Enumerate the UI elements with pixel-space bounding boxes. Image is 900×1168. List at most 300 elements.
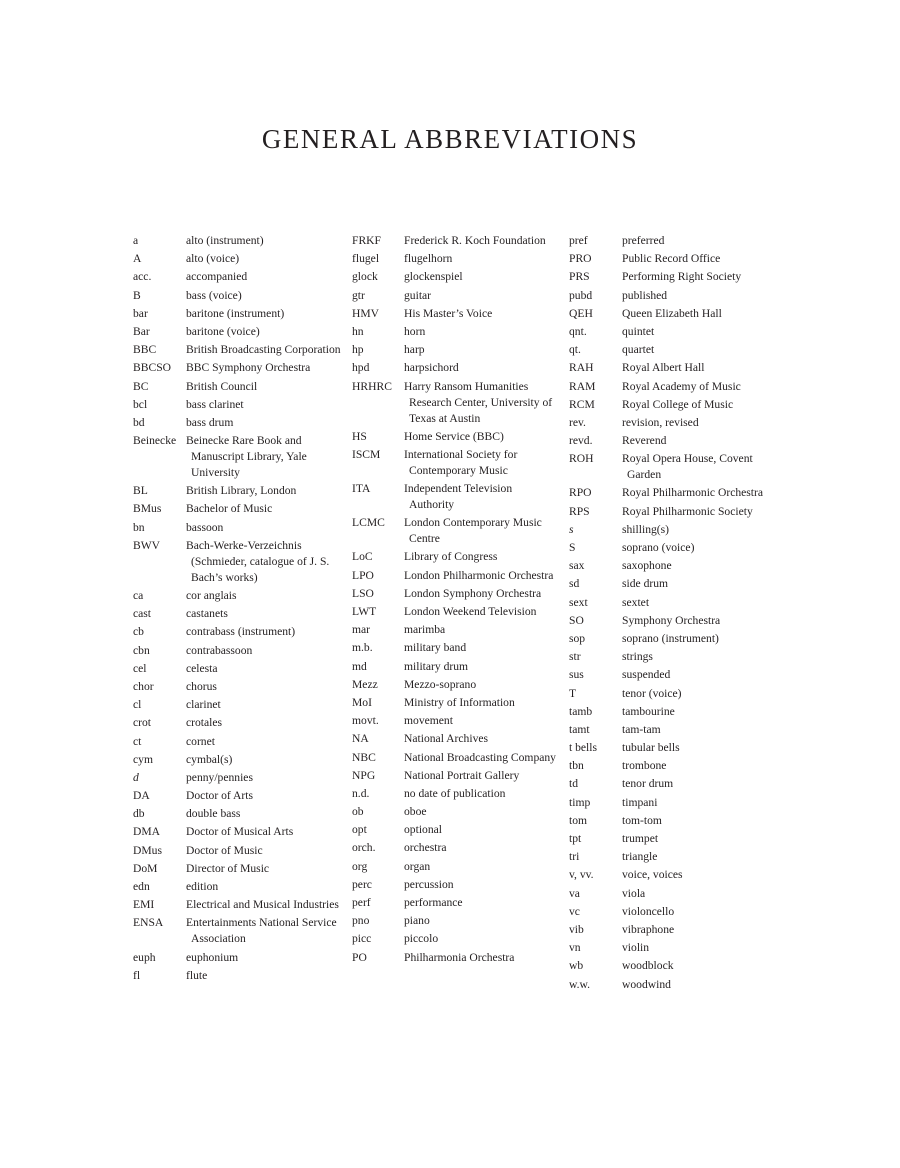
abbreviation-definition: British Library, London: [186, 484, 297, 498]
abbreviation-entry: [133, 501, 341, 517]
abbreviation-definition: Home Service (BBC): [404, 429, 504, 443]
abbreviation-definition: tenor (voice): [622, 686, 682, 700]
abbreviation-definition: violin: [622, 941, 650, 955]
abbreviation-entry: [569, 558, 772, 574]
abbreviation-definition: percussion: [404, 877, 454, 891]
abbreviation-definition: BBC Symphony Orchestra: [186, 361, 311, 375]
abbreviation-entry: [133, 879, 341, 895]
abbreviation-definition: published: [622, 288, 668, 302]
abbreviation-entry: [569, 485, 772, 501]
abbreviation-entry: [569, 776, 772, 792]
abbreviation-definition: flugelhorn: [404, 252, 453, 266]
abbreviation: cast: [133, 607, 152, 621]
abbreviation-definition: London Symphony Orchestra: [404, 586, 542, 600]
abbreviation-entry: [569, 922, 772, 938]
abbreviation: RPO: [569, 486, 592, 500]
abbreviation-definition: British Broadcasting Corporation: [186, 343, 341, 357]
abbreviation-definition: quartet: [622, 343, 655, 357]
abbreviation-definition: shilling(s): [622, 522, 670, 536]
abbreviation-entry: [352, 306, 559, 322]
abbreviation: flugel: [352, 252, 380, 266]
abbreviation: BWV: [133, 538, 161, 552]
abbreviation: t bells: [569, 741, 598, 755]
abbreviation-entry: [352, 750, 559, 766]
abbreviation-definition: Library of Congress: [404, 550, 498, 564]
abbreviation-entry: [133, 643, 341, 659]
abbreviation: hpd: [352, 361, 370, 375]
abbreviation-entry: [352, 913, 559, 929]
abbreviation-definition: euphonium: [186, 950, 239, 964]
abbreviation: Beinecke: [133, 434, 177, 448]
abbreviation-definition: Ministry of Information: [404, 695, 515, 709]
abbreviation-definition: Performing Right Society: [622, 270, 742, 284]
abbreviation-entry: [133, 806, 341, 822]
abbreviation-entry: [133, 520, 341, 536]
abbreviation-entry: [133, 968, 341, 984]
abbreviation-entry: [569, 958, 772, 974]
abbreviation: crot: [133, 716, 152, 730]
abbreviation-entry: [569, 795, 772, 811]
abbreviation: qt.: [569, 343, 581, 357]
abbreviation: timp: [569, 795, 591, 809]
abbreviation: B: [133, 288, 141, 302]
abbreviation: org: [352, 859, 368, 873]
abbreviation: BMus: [133, 502, 162, 516]
abbreviation: LCMC: [352, 516, 385, 530]
abbreviation: euph: [133, 950, 156, 964]
abbreviation: PRO: [569, 252, 592, 266]
abbreviation-definition: suspended: [622, 668, 671, 682]
abbreviation-definition: timpani: [622, 795, 658, 809]
abbreviation-definition: baritone (instrument): [186, 306, 285, 320]
abbreviation-entry: [352, 895, 559, 911]
abbreviation-entry: [569, 904, 772, 920]
abbreviation-definition: no date of publication: [404, 786, 506, 800]
abbreviation: qnt.: [569, 324, 587, 338]
abbreviation-entry: [133, 433, 341, 481]
abbreviation-entry: [569, 758, 772, 774]
abbreviation-entry: [352, 568, 559, 584]
abbreviation: HMV: [352, 306, 380, 320]
abbreviation-entry: [352, 251, 559, 267]
abbreviation-definition: quintet: [622, 324, 655, 338]
abbreviation-definition: violoncello: [622, 904, 675, 918]
abbreviation-definition: Independent Television Authority: [404, 482, 513, 512]
abbreviation: fl: [133, 968, 141, 982]
abbreviation-definition: viola: [622, 886, 646, 900]
abbreviations-column-3: [569, 233, 772, 995]
abbreviation-definition: harp: [404, 343, 425, 357]
abbreviation-definition: tubular bells: [622, 741, 680, 755]
abbreviation-entry: [352, 804, 559, 820]
abbreviation-entry: [569, 233, 772, 249]
abbreviation-entry: [133, 588, 341, 604]
abbreviation: vib: [569, 922, 584, 936]
abbreviation-entry: [352, 713, 559, 729]
abbreviation-entry: [133, 824, 341, 840]
abbreviation-definition: cymbal(s): [186, 752, 233, 766]
abbreviation: tri: [569, 850, 580, 864]
abbreviation-entry: [133, 288, 341, 304]
abbreviation: RAH: [569, 361, 594, 375]
abbreviation: bar: [133, 306, 148, 320]
abbreviation: db: [133, 807, 145, 821]
abbreviation: a: [133, 234, 139, 247]
abbreviation-definition: Doctor of Musical Arts: [186, 825, 294, 839]
abbreviation-entry: [133, 538, 341, 586]
abbreviation-definition: tam-tam: [622, 722, 661, 736]
abbreviation: v, vv.: [569, 868, 594, 882]
abbreviation-entry: [133, 897, 341, 913]
abbreviation: wb: [569, 959, 584, 973]
abbreviation-definition: bass (voice): [186, 288, 242, 302]
abbreviation: ROH: [569, 452, 594, 466]
abbreviation: DoM: [133, 861, 158, 875]
abbreviation-definition: National Archives: [404, 732, 489, 746]
abbreviation-definition: Entertainments National Service Association: [186, 916, 337, 946]
abbreviation-definition: London Weekend Television: [404, 605, 537, 618]
abbreviation-entry: [569, 288, 772, 304]
abbreviation-entry: [133, 233, 341, 249]
abbreviation: perc: [352, 877, 372, 891]
abbreviation-definition: bassoon: [186, 520, 224, 534]
abbreviation-entry: [133, 661, 341, 677]
abbreviation-entry: [569, 740, 772, 756]
abbreviation-definition: National Broadcasting Company: [404, 750, 556, 764]
abbreviation: vn: [569, 941, 581, 955]
abbreviation: BBC: [133, 343, 157, 357]
abbreviation-definition: orchestra: [404, 841, 447, 855]
abbreviation-entry: [569, 451, 772, 483]
abbreviation: perf: [352, 896, 371, 909]
abbreviation: m.b.: [352, 641, 373, 655]
abbreviation-entry: [133, 379, 341, 395]
abbreviation-entry: [569, 251, 772, 267]
abbreviations-column-1: [133, 233, 341, 986]
abbreviation-entry: [569, 360, 772, 376]
abbreviation-definition: tom-tom: [622, 813, 662, 827]
abbreviation: EMI: [133, 898, 155, 912]
abbreviation: cbn: [133, 643, 150, 657]
abbreviation-entry: [352, 731, 559, 747]
abbreviation: cb: [133, 625, 144, 639]
abbreviation-entry: [133, 415, 341, 431]
abbreviation: s: [569, 522, 574, 536]
page-title: GENERAL ABBREVIATIONS: [261, 124, 639, 154]
abbreviation-entry: [569, 269, 772, 285]
abbreviation: HRHRC: [352, 379, 392, 393]
abbreviation-definition: organ: [404, 859, 431, 873]
abbreviation-entry: [352, 586, 559, 602]
abbreviation-entry: [352, 379, 559, 427]
abbreviation-definition: glockenspiel: [404, 270, 463, 284]
abbreviation-definition: Royal College of Music: [622, 397, 734, 411]
abbreviation-definition: tambourine: [622, 704, 675, 718]
abbreviation-entry: [569, 940, 772, 956]
abbreviation: DMA: [133, 825, 161, 839]
abbreviation-entry: [352, 360, 559, 376]
abbreviation-entry: [569, 379, 772, 395]
abbreviation: bd: [133, 415, 145, 429]
abbreviation-entry: [133, 715, 341, 731]
abbreviation: PO: [352, 950, 367, 964]
abbreviation: n.d.: [352, 786, 370, 800]
abbreviation: hp: [352, 343, 364, 357]
abbreviation-entry: [569, 433, 772, 449]
abbreviation-definition: His Master’s Voice: [404, 306, 493, 320]
abbreviation-definition: piccolo: [404, 932, 439, 946]
abbreviation-entry: [352, 342, 559, 358]
abbreviation: edn: [133, 880, 150, 893]
abbreviation: pno: [352, 914, 370, 928]
abbreviation-definition: Frederick R. Koch Foundation: [404, 234, 546, 247]
abbreviation: cym: [133, 752, 153, 766]
abbreviation-definition: piano: [404, 914, 430, 928]
abbreviation-definition: International Society for Contemporary Music: [404, 447, 518, 477]
abbreviation: FRKF: [352, 234, 382, 247]
abbreviation-entry: [352, 640, 559, 656]
abbreviation: ca: [133, 589, 144, 602]
abbreviation-entry: [569, 977, 772, 993]
abbreviation-entry: [133, 752, 341, 768]
abbreviation-definition: voice, voices: [622, 868, 683, 882]
abbreviation: DA: [133, 789, 150, 803]
abbreviation-entry: [352, 622, 559, 638]
abbreviation-definition: trumpet: [622, 832, 659, 845]
abbreviation: cl: [133, 698, 142, 712]
abbreviation: pubd: [569, 288, 593, 302]
abbreviation-definition: Royal Academy of Music: [622, 379, 741, 393]
abbreviation-definition: Doctor of Music: [186, 843, 263, 857]
abbreviation-definition: strings: [622, 650, 653, 664]
abbreviation-entry: [352, 233, 559, 249]
abbreviation-definition: bass drum: [186, 415, 234, 429]
abbreviation-entry: [133, 697, 341, 713]
abbreviation-definition: trombone: [622, 759, 667, 773]
abbreviation: bn: [133, 520, 145, 534]
abbreviation-definition: Doctor of Arts: [186, 789, 253, 803]
abbreviation-entry: [133, 861, 341, 877]
abbreviation-definition: Reverend: [622, 434, 667, 448]
abbreviation-entry: [569, 649, 772, 665]
abbreviation: tbn: [569, 759, 584, 773]
abbreviation: SO: [569, 613, 584, 627]
abbreviation-definition: woodwind: [622, 977, 671, 991]
abbreviation-entry: [352, 695, 559, 711]
abbreviation-entry: [133, 606, 341, 622]
abbreviation: sext: [569, 595, 588, 609]
abbreviation-entry: [569, 867, 772, 883]
abbreviation-definition: military band: [404, 641, 467, 655]
abbreviation: RPS: [569, 504, 590, 518]
abbreviation-entry: [569, 849, 772, 865]
abbreviation: w.w.: [569, 977, 591, 991]
abbreviation-definition: bass clarinet: [186, 397, 244, 411]
abbreviation-definition: marimba: [404, 623, 446, 637]
abbreviation-entry: [352, 515, 559, 547]
abbreviation-entry: [133, 679, 341, 695]
abbreviation-definition: Queen Elizabeth Hall: [622, 306, 722, 320]
abbreviation-definition: Royal Albert Hall: [622, 361, 705, 375]
abbreviation-definition: Royal Opera House, Covent Garden: [622, 452, 753, 482]
abbreviation: ITA: [352, 482, 371, 496]
abbreviation-entry: [352, 288, 559, 304]
abbreviation-definition: sextet: [622, 595, 650, 609]
abbreviation-entry: [133, 269, 341, 285]
abbreviation-entry: [569, 522, 772, 538]
abbreviation-entry: [352, 786, 559, 802]
abbreviation: movt.: [352, 714, 379, 728]
abbreviation-entry: [133, 397, 341, 413]
abbreviation-definition: castanets: [186, 607, 228, 621]
abbreviation-entry: [569, 504, 772, 520]
abbreviation: RAM: [569, 379, 596, 393]
abbreviation-entry: [352, 840, 559, 856]
abbreviation-entry: [569, 397, 772, 413]
abbreviation-definition: contrabassoon: [186, 643, 253, 657]
abbreviation-definition: alto (voice): [186, 252, 240, 266]
abbreviation: tamb: [569, 704, 593, 718]
abbreviation: md: [352, 659, 367, 673]
abbreviation-definition: contrabass (instrument): [186, 625, 296, 639]
abbreviation-definition: edition: [186, 880, 219, 893]
abbreviation-entry: [352, 324, 559, 340]
abbreviation: NBC: [352, 750, 376, 764]
abbreviation-entry: [133, 770, 341, 786]
abbreviation-entry: [569, 831, 772, 847]
abbreviation-definition: celesta: [186, 661, 218, 675]
abbreviation-entry: [352, 549, 559, 565]
abbreviation: BC: [133, 379, 149, 393]
abbreviation: glock: [352, 270, 378, 284]
abbreviation: RCM: [569, 397, 595, 411]
abbreviation-definition: performance: [404, 896, 463, 909]
abbreviation: bcl: [133, 397, 148, 411]
abbreviation: ct: [133, 734, 142, 748]
abbreviation: LSO: [352, 586, 374, 600]
abbreviation: sop: [569, 631, 586, 645]
abbreviation: rev.: [569, 415, 586, 429]
abbreviation-entry: [352, 659, 559, 675]
abbreviation-entry: [569, 631, 772, 647]
abbreviation: pref: [569, 234, 588, 247]
abbreviation-entry: [569, 613, 772, 629]
abbreviation-entry: [133, 950, 341, 966]
abbreviation-definition: London Contemporary Music Centre: [404, 516, 542, 546]
abbreviation: BBCSO: [133, 361, 172, 375]
abbreviation-definition: Bachelor of Music: [186, 502, 273, 516]
abbreviation-entry: [352, 931, 559, 947]
abbreviation: BL: [133, 484, 148, 498]
abbreviation-definition: alto (instrument): [186, 234, 264, 247]
abbreviation-entry: [133, 788, 341, 804]
abbreviation-entry: [352, 822, 559, 838]
abbreviation: T: [569, 686, 577, 700]
abbreviation-definition: Royal Philharmonic Orchestra: [622, 486, 764, 500]
abbreviation-definition: woodblock: [622, 959, 674, 973]
abbreviation-entry: [569, 813, 772, 829]
abbreviation: A: [133, 252, 142, 266]
abbreviation-definition: preferred: [622, 234, 665, 247]
abbreviation-definition: tenor drum: [622, 777, 674, 791]
abbreviation-entry: [352, 447, 559, 479]
abbreviation-entry: [133, 306, 341, 322]
abbreviation-entry: [133, 915, 341, 947]
abbreviation-definition: soprano (instrument): [622, 631, 719, 645]
abbreviation: LoC: [352, 550, 373, 564]
abbreviation: va: [569, 886, 580, 900]
abbreviation: DMus: [133, 843, 162, 857]
abbreviation-entry: [569, 324, 772, 340]
abbreviation: QEH: [569, 306, 593, 320]
abbreviation-entry: [133, 360, 341, 376]
abbreviation: NA: [352, 732, 369, 746]
abbreviation: Bar: [133, 324, 150, 338]
abbreviation: acc.: [133, 270, 152, 284]
abbreviation: sax: [569, 559, 585, 573]
abbreviation: LWT: [352, 605, 377, 618]
abbreviation-entry: [569, 306, 772, 322]
abbreviation-entry: [133, 483, 341, 499]
abbreviation-entry: [352, 950, 559, 966]
abbreviation: hn: [352, 324, 364, 338]
abbreviation: tom: [569, 813, 588, 827]
abbreviation: cel: [133, 661, 147, 675]
abbreviation: revd.: [569, 434, 593, 448]
abbreviation: mar: [352, 623, 371, 637]
abbreviation-definition: Director of Music: [186, 861, 270, 875]
abbreviation-definition: saxophone: [622, 559, 672, 573]
abbreviation: ob: [352, 805, 364, 819]
abbreviation-entry: [133, 624, 341, 640]
abbreviation-definition: vibraphone: [622, 922, 675, 936]
abbreviation: sus: [569, 668, 584, 682]
abbreviation-entry: [352, 677, 559, 693]
abbreviation-entry: [133, 324, 341, 340]
abbreviation-entry: [352, 877, 559, 893]
abbreviation-definition: double bass: [186, 807, 241, 821]
abbreviation: S: [569, 541, 576, 554]
abbreviations-column-2: [352, 233, 559, 968]
abbreviation-definition: clarinet: [186, 698, 221, 712]
abbreviation: MoI: [352, 695, 372, 709]
abbreviation-entry: [352, 269, 559, 285]
abbreviation: d: [133, 770, 139, 784]
abbreviation: tamt: [569, 722, 590, 736]
abbreviation: sd: [569, 577, 580, 591]
abbreviation-definition: Public Record Office: [622, 252, 721, 266]
abbreviation: LPO: [352, 568, 374, 582]
abbreviation-definition: Philharmonia Orchestra: [404, 950, 515, 964]
abbreviation-entry: [569, 886, 772, 902]
abbreviation-entry: [133, 843, 341, 859]
abbreviation-definition: military drum: [404, 659, 469, 673]
abbreviation-entry: [569, 540, 772, 556]
abbreviation-definition: chorus: [186, 679, 217, 693]
abbreviation-definition: Royal Philharmonic Society: [622, 504, 753, 518]
abbreviation-entry: [352, 859, 559, 875]
abbreviation: vc: [569, 904, 580, 918]
abbreviation-definition: guitar: [404, 288, 432, 302]
abbreviation: ENSA: [133, 916, 164, 930]
abbreviation-entry: [133, 734, 341, 750]
abbreviation: str: [569, 650, 581, 664]
abbreviation-definition: Bach-Werke-Verzeichnis (Schmieder, catalogue of J. S. Bach’s works): [186, 538, 330, 584]
abbreviation-entry: [569, 686, 772, 702]
abbreviation: HS: [352, 429, 367, 443]
abbreviation-entry: [352, 429, 559, 445]
abbreviation-entry: [569, 415, 772, 431]
